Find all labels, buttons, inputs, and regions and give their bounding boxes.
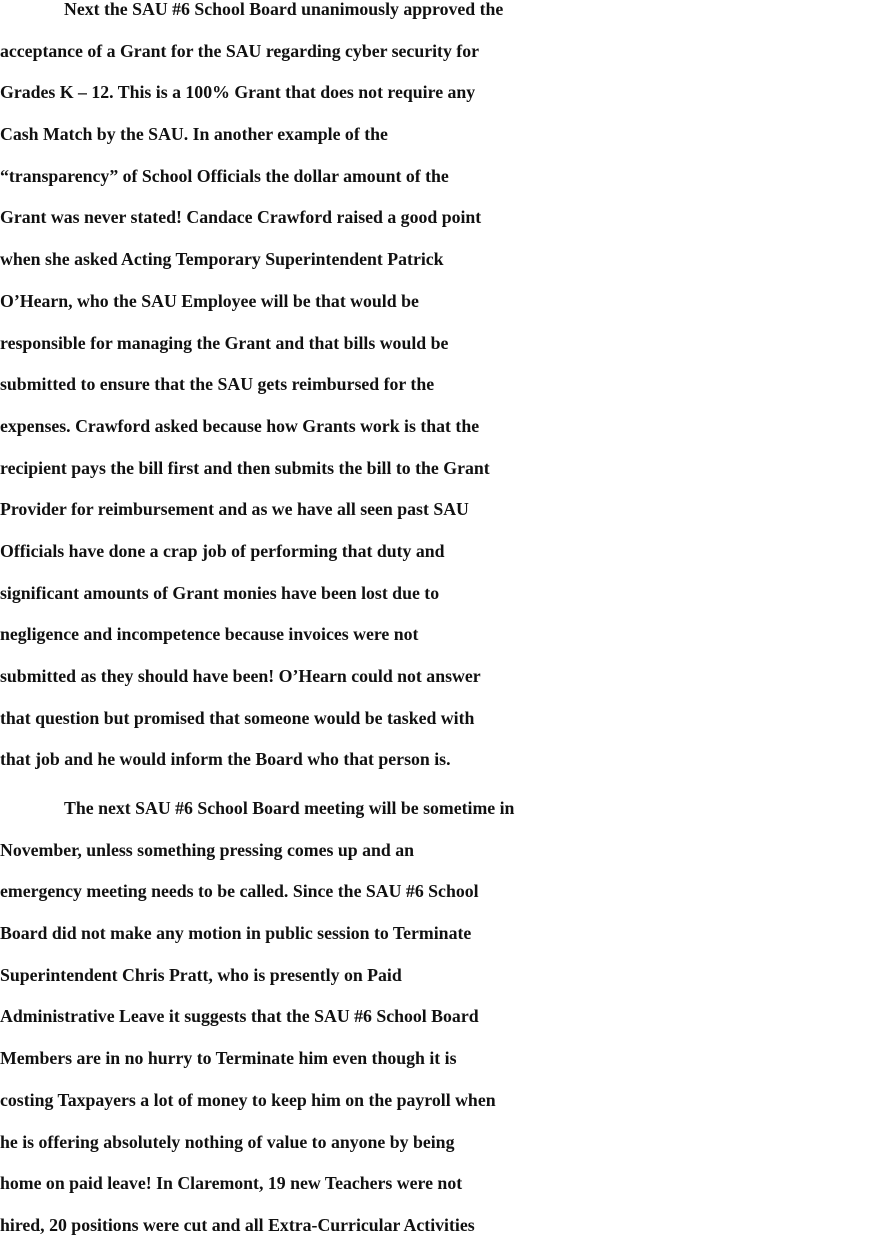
text-line: Grant was never stated! Candace Crawford raised a good point [0, 207, 482, 228]
text-line: when she asked Acting Temporary Superintendent Patrick [0, 249, 444, 270]
text-line: home on paid leave! In Claremont, 19 new Teachers were not [0, 1173, 463, 1194]
text-line: November, unless something pressing comes up and an [0, 839, 414, 860]
text-line: Grades K – 12. This is a 100% Grant that does not require any [0, 82, 476, 103]
text-line: responsible for managing the Grant and that bills would be [0, 332, 449, 353]
text-line: O’Hearn, who the SAU Employee will be that would be [0, 290, 419, 311]
text-line: he is offering absolutely nothing of value to anyone by being [0, 1131, 455, 1152]
text-line: negligence and incompetence because invoices were not [0, 624, 419, 645]
text-line: expenses. Crawford asked because how Grants work is that the [0, 415, 480, 436]
text-line: Cash Match by the SAU. In another example of the [0, 124, 388, 145]
text-line: Members are in no hurry to Terminate him even though it is [0, 1048, 457, 1069]
text-line: Officials have done a crap job of performing that duty and [0, 540, 445, 561]
text-line: submitted to ensure that the SAU gets reimbursed for the [0, 374, 435, 395]
text-line: acceptance of a Grant for the SAU regarding cyber security for [0, 40, 479, 61]
text-line: that job and he would inform the Board who that person is. [0, 749, 451, 770]
text-line: The next SAU #6 School Board meeting will be sometime in [64, 798, 515, 818]
text-line: recipient pays the bill first and then submits the bill to the Grant [0, 457, 490, 478]
text-line: that question but promised that someone would be tasked with [0, 707, 475, 728]
text-line: hired, 20 positions were cut and all Extra-Curricular Activities [0, 1214, 475, 1235]
text-line: Next the SAU #6 School Board unanimously approved the [64, 0, 504, 19]
paragraph-next-meeting [0, 788, 880, 1247]
text-line: Administrative Leave it suggests that the SAU #6 School Board [0, 1006, 479, 1027]
text-line: “transparency” of School Officials the dollar amount of the [0, 165, 449, 186]
text-line: Superintendent Chris Pratt, who is presently on Paid [0, 964, 402, 985]
text-line: Provider for reimbursement and as we have all seen past SAU [0, 499, 469, 520]
text-line: costing Taxpayers a lot of money to keep him on the payroll when [0, 1089, 496, 1110]
text-line: Board did not make any motion in public session to Terminate [0, 923, 472, 944]
text-line: significant amounts of Grant monies have been lost due to [0, 582, 440, 603]
text-line: emergency meeting needs to be called. Since the SAU #6 School [0, 881, 479, 902]
text-line: submitted as they should have been! O’Hearn could not answer [0, 666, 481, 686]
